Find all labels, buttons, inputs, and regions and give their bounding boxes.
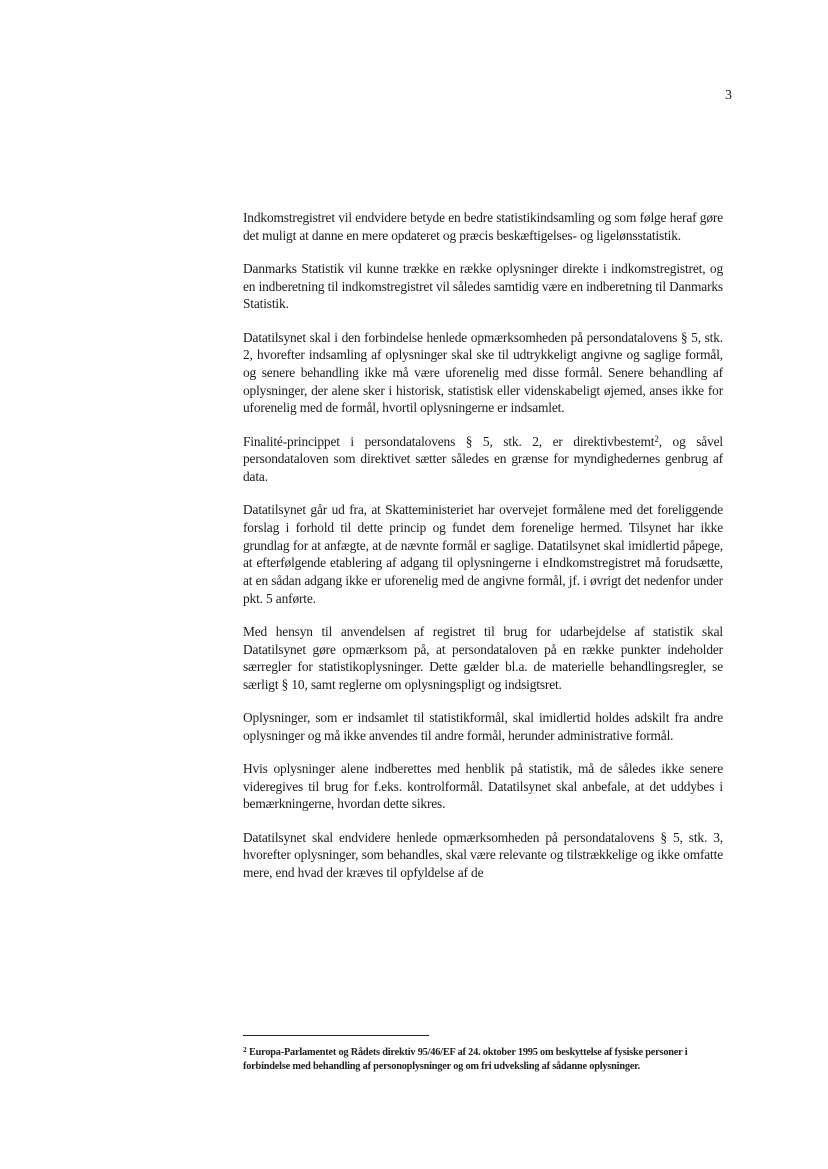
- paragraph-kontrolformaal: Hvis oplysninger alene indberettes med henblik på statistik, må de således ikke senere videregives til brug for f.eks. kontrolformål. Datatilsynet skal anbefale, at det uddybes i bemærkningerne, hvordan dette sikres.: [243, 761, 723, 812]
- body-text: [243, 209, 723, 897]
- paragraph-adskilt-oplysninger: Oplysninger, som er indsamlet til statistikformål, skal imidlertid holdes adskilt fra andre oplysninger og må ikke anvendes til andre formål, herunder administrative formål.: [243, 710, 723, 743]
- footnote-divider: [243, 1035, 429, 1036]
- footnote-text: Europa-Parlamentet og Rådets direktiv 95/46/EF af 24. oktober 1995 om beskyttelse af fysiske personer i forbindelse med behandling af personoplysninger og om fri udveksling af sådanne oplysninger.: [243, 1047, 688, 1072]
- page-number: 3: [725, 88, 732, 103]
- paragraph-text-before: Finalité-princippet i persondatalovens § 5, stk. 2, er direktivbestemt: [243, 433, 655, 449]
- paragraph-finalite-princippet: [243, 433, 723, 486]
- paragraph-danmarks-statistik: Danmarks Statistik vil kunne trække en række oplysninger direkte i indkomstregistret, og en indberetning til indkomstregistret vil således samtidig være en indberetning til Danmarks Statistik.: [243, 260, 723, 312]
- paragraph-indkomstregistret-statistik: Indkomstregistret vil endvidere betyde en bedre statistikindsamling og som følge heraf gøre det muligt at danne en mere opdateret og præcis beskæftigelses- og ligelønsstatistik.: [243, 210, 723, 243]
- footnote: [243, 1046, 721, 1073]
- paragraph-persondataloven-5-3: Datatilsynet skal endvidere henlede opmærksomheden på persondatalovens § 5, stk. 3, hvorefter oplysninger, som behandles, skal være relevante og tilstrækkelige og ikke omfatte mere, end hvad der kræves til opfyldelse af de: [243, 829, 723, 881]
- paragraph-persondataloven-5-2: Datatilsynet skal i den forbindelse henlede opmærksomheden på persondatalovens § 5, stk. 2, hvorefter indsamling af oplysninger skal ske til udtrykkeligt angivne og saglige formål, og senere behandling ikke må være uforenelig med disse formål. Senere behandling af oplysninger, der alene sker i historisk, statistisk eller videnskabeligt øjemed, anses ikke for uforenelig med de formål, hvortil oplysningerne er indsamlet.: [243, 329, 723, 416]
- footnote-reference: 2: [654, 433, 659, 444]
- paragraph-statistikoplysninger: Med hensyn til anvendelsen af registret til brug for udarbejdelse af statistik skal Datatilsynet gøre opmærksom på, at persondataloven på en række punkter indeholder særregler for statistikoplysninger. Dette gælder bl.a. de materielle behandlingsregler, se særligt § 10, samt reglerne om oplysningspligt og indsigtsret.: [243, 623, 723, 692]
- footnote-number: 2: [243, 1045, 247, 1054]
- paragraph-skatteministeriet: Datatilsynet går ud fra, at Skatteministeriet har overvejet formålene med det foreliggende forslag i forhold til dette princip og fundet dem forenelige hermed. Tilsynet har ikke grundlag for at anfægte, at de nævnte formål er saglige. Datatilsynet skal imidlertid påpege, at efterfølgende etablering af adgang til oplysningerne i eIndkomstregistret må forudsætte, at en sådan adgang ikke er uforenelig med de angivne formål, jf. i øvrigt det nedenfor under pkt. 5 anførte.: [243, 502, 723, 606]
- paragraph-text-after: , og såvel persondataloven som direktivet sætter således en grænse for myndighedernes genbrug af data.: [243, 433, 723, 484]
